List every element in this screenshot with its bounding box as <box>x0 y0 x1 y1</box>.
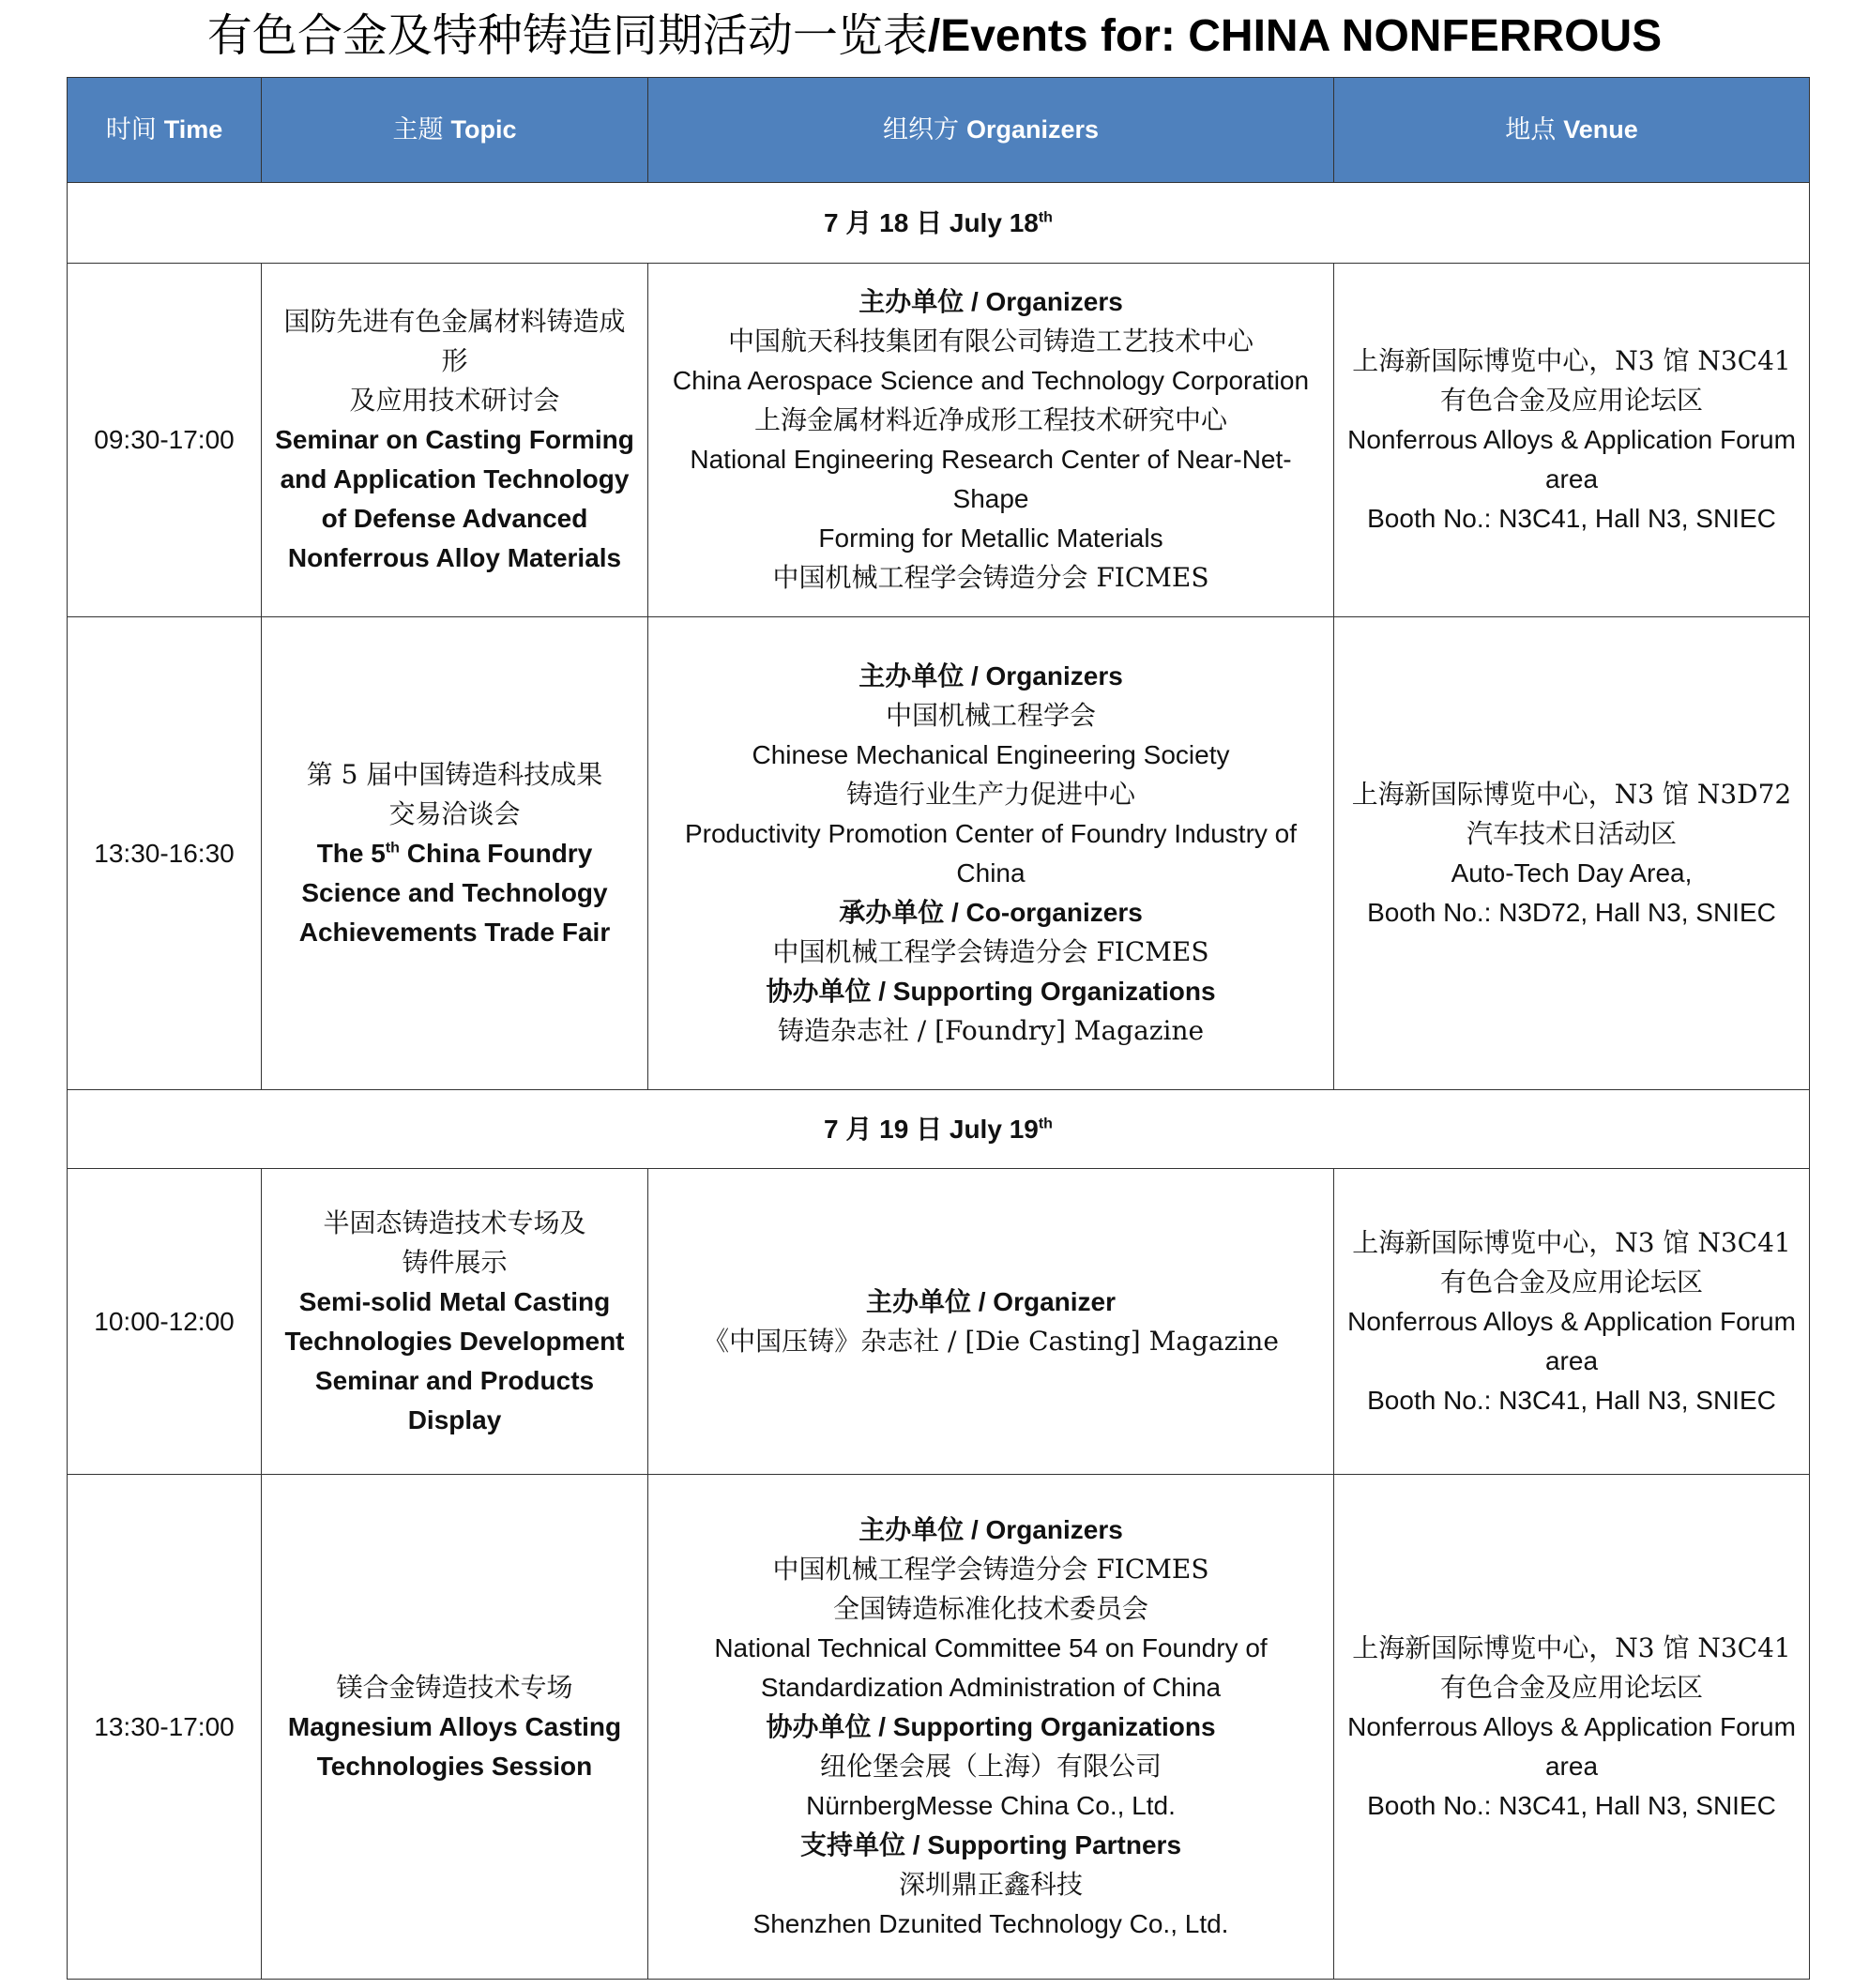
time-cell: 13:30-16:30 <box>68 617 262 1090</box>
org-line: 铸造行业生产力促进中心 <box>845 778 1135 810</box>
org-role-label: 主办单位 / Organizers <box>859 1514 1123 1544</box>
date-row-day2 <box>68 1090 1810 1169</box>
org-line: Standardization Administration of China <box>760 1672 1222 1702</box>
topic-cell <box>262 1169 648 1475</box>
topic-en-line: Display <box>407 1404 502 1434</box>
org-role-label: 主办单位 / Organizers <box>859 287 1123 316</box>
organizers-cell <box>648 264 1334 617</box>
venue-line: Nonferrous Alloys & Application Forum <box>1347 1306 1796 1336</box>
topic-zh-line: 国防先进有色金属材料铸造成形 <box>283 306 626 376</box>
topic-zh-line: 及应用技术研讨会 <box>349 385 560 416</box>
venue-cell <box>1334 1475 1810 1980</box>
topic-en-line: of Defense Advanced <box>321 504 588 533</box>
header-topic-en: Topic <box>450 115 517 144</box>
organizers-cell <box>648 1475 1334 1980</box>
venue-line: 有色合金及应用论坛区 <box>1439 1671 1703 1703</box>
org-role-label: 主办单位 / Organizer <box>865 1286 1117 1316</box>
venue-line: 上海新国际博览中心，N3 馆 N3C41 <box>1352 345 1791 376</box>
header-venue-en: Venue <box>1563 115 1638 144</box>
venue-cell <box>1334 264 1810 617</box>
title-english: /Events for: CHINA NONFERROUS <box>927 11 1663 61</box>
org-line: 铸造杂志社 / [Foundry] Magazine <box>777 1014 1205 1046</box>
topic-en-line: Science and Technology <box>301 877 608 907</box>
venue-line: Nonferrous Alloys & Application Forum <box>1347 425 1796 454</box>
date-suffix: th <box>1038 1115 1053 1132</box>
topic-cell <box>262 617 648 1090</box>
event-row <box>68 1475 1810 1980</box>
organizers-cell <box>648 1169 1334 1475</box>
org-line: 《中国压铸》杂志社 / [Die Casting] Magazine <box>703 1325 1279 1357</box>
org-line: 中国机械工程学会铸造分会 FICMES <box>772 1553 1209 1585</box>
topic-en-line: and Application Technology <box>280 464 630 493</box>
header-time <box>68 78 262 183</box>
org-line: NürnbergMesse China Co., Ltd. <box>806 1790 1176 1820</box>
header-time-en: Time <box>163 115 223 144</box>
topic-en-line: Seminar on Casting Forming <box>275 425 634 454</box>
date-suffix: th <box>1038 209 1053 226</box>
topic-zh-line: 第 5 届中国铸造科技成果 <box>306 758 603 790</box>
date-row-day1 <box>68 183 1810 264</box>
org-line: Chinese Mechanical Engineering Society <box>752 739 1230 769</box>
org-role-label: 协办单位 / Supporting Organizations <box>766 1711 1216 1741</box>
date-label: 7 月 19 日 July 19 <box>824 1114 1039 1144</box>
venue-line: 有色合金及应用论坛区 <box>1439 385 1703 416</box>
event-row <box>68 617 1810 1090</box>
org-line: 纽伦堡会展（上海）有限公司 <box>819 1750 1162 1782</box>
event-row <box>68 264 1810 617</box>
venue-line: Auto-Tech Day Area, <box>1451 857 1693 888</box>
venue-line: Booth No.: N3C41, Hall N3, SNIEC <box>1367 1790 1776 1820</box>
org-line: Shenzhen Dzunited Technology Co., Ltd. <box>752 1908 1229 1938</box>
org-line: 中国航天科技集团有限公司铸造工艺技术中心 <box>727 326 1254 357</box>
header-topic-zh: 主题 <box>392 115 444 144</box>
org-line: 上海金属材料近净成形工程技术研究中心 <box>753 404 1227 435</box>
topic-zh-line: 半固态铸造技术专场及 <box>323 1206 586 1238</box>
header-venue-zh: 地点 <box>1505 115 1557 144</box>
topic-en-line: Nonferrous Alloy Materials <box>287 543 622 572</box>
venue-line: area <box>1544 464 1599 493</box>
venue-cell <box>1334 617 1810 1090</box>
venue-line: area <box>1544 1345 1599 1375</box>
header-time-zh: 时间 <box>105 115 157 144</box>
topic-en-suffix: th <box>385 840 400 857</box>
organizers-cell <box>648 617 1334 1090</box>
venue-line: Nonferrous Alloys & Application Forum <box>1347 1711 1796 1741</box>
date-label: 7 月 18 日 July 18 <box>824 207 1039 237</box>
org-line: National Technical Committee 54 on Foundry of <box>714 1632 1268 1662</box>
topic-en-part: China Foundry <box>399 838 593 868</box>
header-venue <box>1334 78 1810 183</box>
venue-line: 有色合金及应用论坛区 <box>1439 1266 1703 1298</box>
venue-line: 上海新国际博览中心，N3 馆 N3C41 <box>1352 1631 1791 1663</box>
time-cell: 09:30-17:00 <box>68 264 262 617</box>
org-line: Forming for Metallic Materials <box>818 524 1163 553</box>
org-line: Productivity Promotion Center of Foundry Industry of China <box>684 818 1298 888</box>
topic-en-line: Achievements Trade Fair <box>298 917 611 947</box>
org-role-label: 协办单位 / Supporting Organizations <box>766 976 1216 1006</box>
venue-line: 上海新国际博览中心，N3 馆 N3D72 <box>1351 778 1792 810</box>
topic-zh-line: 铸件展示 <box>402 1246 508 1278</box>
header-org-zh: 组织方 <box>882 115 959 144</box>
org-line: 中国机械工程学会铸造分会 FICMES <box>772 562 1209 593</box>
time-cell: 10:00-12:00 <box>68 1169 262 1475</box>
header-topic <box>262 78 648 183</box>
topic-zh-line: 交易洽谈会 <box>388 797 521 829</box>
venue-line: 上海新国际博览中心，N3 馆 N3C41 <box>1352 1226 1791 1258</box>
topic-en-line <box>275 834 634 873</box>
topic-cell <box>262 1475 648 1980</box>
topic-zh-line: 镁合金铸造技术专场 <box>336 1671 573 1703</box>
org-role-label: 主办单位 / Organizers <box>859 660 1123 690</box>
events-table <box>67 77 1810 1980</box>
org-role-label: 承办单位 / Co-organizers <box>839 897 1143 927</box>
venue-line: Booth No.: N3C41, Hall N3, SNIEC <box>1367 504 1776 533</box>
topic-cell <box>262 264 648 617</box>
topic-en-line: Magnesium Alloys Casting <box>287 1711 622 1741</box>
venue-line: 汽车技术日活动区 <box>1466 817 1677 849</box>
header-row <box>68 78 1810 183</box>
venue-line: area <box>1544 1751 1599 1781</box>
org-line: 中国机械工程学会铸造分会 FICMES <box>772 935 1209 967</box>
title-chinese: 有色合金及特种铸造同期活动一览表 <box>206 9 928 62</box>
org-line: China Aerospace Science and Technology Corporation <box>672 366 1310 395</box>
date-cell <box>68 1090 1810 1169</box>
topic-en-part: The 5 <box>316 838 386 868</box>
topic-en-line: Semi-solid Metal Casting <box>298 1286 611 1316</box>
venue-cell <box>1334 1169 1810 1475</box>
org-line: 全国铸造标准化技术委员会 <box>832 1592 1148 1624</box>
venue-line: Booth No.: N3C41, Hall N3, SNIEC <box>1367 1385 1776 1415</box>
document-title <box>0 6 1869 66</box>
topic-en-line: Technologies Session <box>316 1751 593 1781</box>
header-organizers <box>648 78 1334 183</box>
time-cell: 13:30-17:00 <box>68 1475 262 1980</box>
topic-en-line: Technologies Development <box>284 1326 625 1356</box>
header-org-en: Organizers <box>965 115 1100 144</box>
topic-en-line: Seminar and Products <box>314 1365 595 1395</box>
date-cell <box>68 183 1810 264</box>
org-line: National Engineering Research Center of Near-Net-Shape <box>690 445 1292 513</box>
org-line: 中国机械工程学会 <box>885 699 1096 731</box>
venue-line: Booth No.: N3D72, Hall N3, SNIEC <box>1367 897 1776 927</box>
event-row <box>68 1169 1810 1475</box>
org-role-label: 支持单位 / Supporting Partners <box>799 1829 1182 1859</box>
org-line: 深圳鼎正鑫科技 <box>898 1868 1083 1900</box>
